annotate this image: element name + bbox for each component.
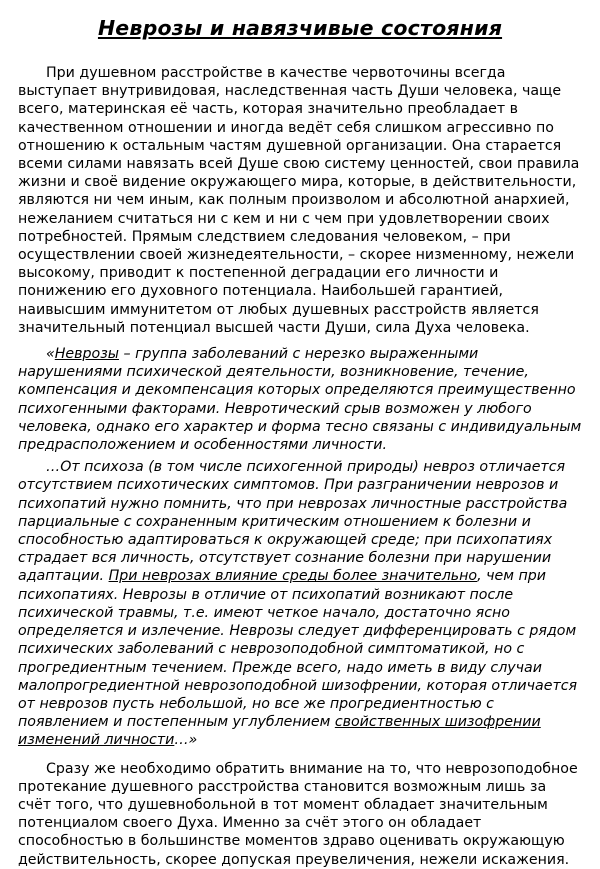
body-paragraph-1: При душевном расстройстве в качестве червоточины всегда выступает внутривидовая, наследственная часть Души человека, чаще всего, материнская её часть, которая значительно преобладает в качественном отношении и иногда ведёт себя слишком агрессивно по отношению к остальным частям душевной организации. Она старается всеми силами навязать всей Душе свою систему ценностей, свои правила жизни и своё видение окружающего мира, которые, в действительности, являются ни чем иным, как полным произволом и абсолютной анархией, нежеланием считаться ни с кем и ни с чем при удовлетворении своих потребностей. Прямым следствием следования человеком, – при осуществлении своей жизнедеятельности, – скорее низменному, нежели высокому, приводит к постепенной деградации его личности и понижению его духовного потенциала. Наибольшей гарантией, наивысшим иммунитетом от любых душевных расстройств является значительный потенциал высшей части Души, сила Духа человека. [18,65,580,336]
page-title: Неврозы и навязчивые состояния [97,16,503,40]
quote-term-neuroses: Неврозы [54,346,119,363]
quote-paragraph-2 [18,458,582,749]
quote-1-text: – группа заболеваний с нерезко выраженными нарушениями психической деятельности, возникновение, течение, компенсация и декомпенсация которых определяются преимущественно психогенными факторами. Невротический срыв возможен у любого человека, однако его характер и форма тесно связаны с индивидуальным предрасположением и особенностями личности. [18,346,582,454]
quote-close-mark: …» [174,732,198,749]
quote-2-underlined-a: При неврозах влияние среды более значительно [108,568,478,585]
quote-2-text-a: …От психоза (в том числе психогенной природы) невроз отличается отсутствием психотических симптомов. При разграничении неврозов и психопатий нужно помнить, что при неврозах личностные расстройства парциальные с сохраненным критическим отношением к болезни и способностью адаптироваться к окружающей среде; при психопатиях страдает вся личность, отсутствует сознание болезни при нарушении адаптации. [18,459,568,585]
quote-2-underlined-b: свойственных шизофрении изменений личности [18,714,541,749]
quote-2-text-b: , чем при психопатиях. Неврозы в отличие от психопатий возникают после психической травмы, т.е. имеют четкое начало, достаточно ясно определяется и излечение. Неврозы следует дифференцировать с рядом психических заболеваний с неврозоподобной симптоматикой, но с прогредиентным течением. Прежде всего, надо иметь в виду случаи малопрогредиентной неврозоподобной шизофрении, которая отличается от неврозов пусть небольшой, но все же прогредиентностью с появлением и постепенным углублением [18,568,578,731]
body-paragraph-2: Сразу же необходимо обратить внимание на то, что неврозоподобное протекание душевного расстройства становится возможным лишь за счёт того, что душевнобольной в тот момент обладает значительным потенциалом своего Духа. Именно за счёт этого он обладает способностью в большинстве моментов здраво оценивать окружающую действительность, скорее допуская преувеличения, нежели искажения. [18,760,578,868]
quote-open-mark: « [46,346,55,363]
quote-paragraph-1 [18,345,582,454]
